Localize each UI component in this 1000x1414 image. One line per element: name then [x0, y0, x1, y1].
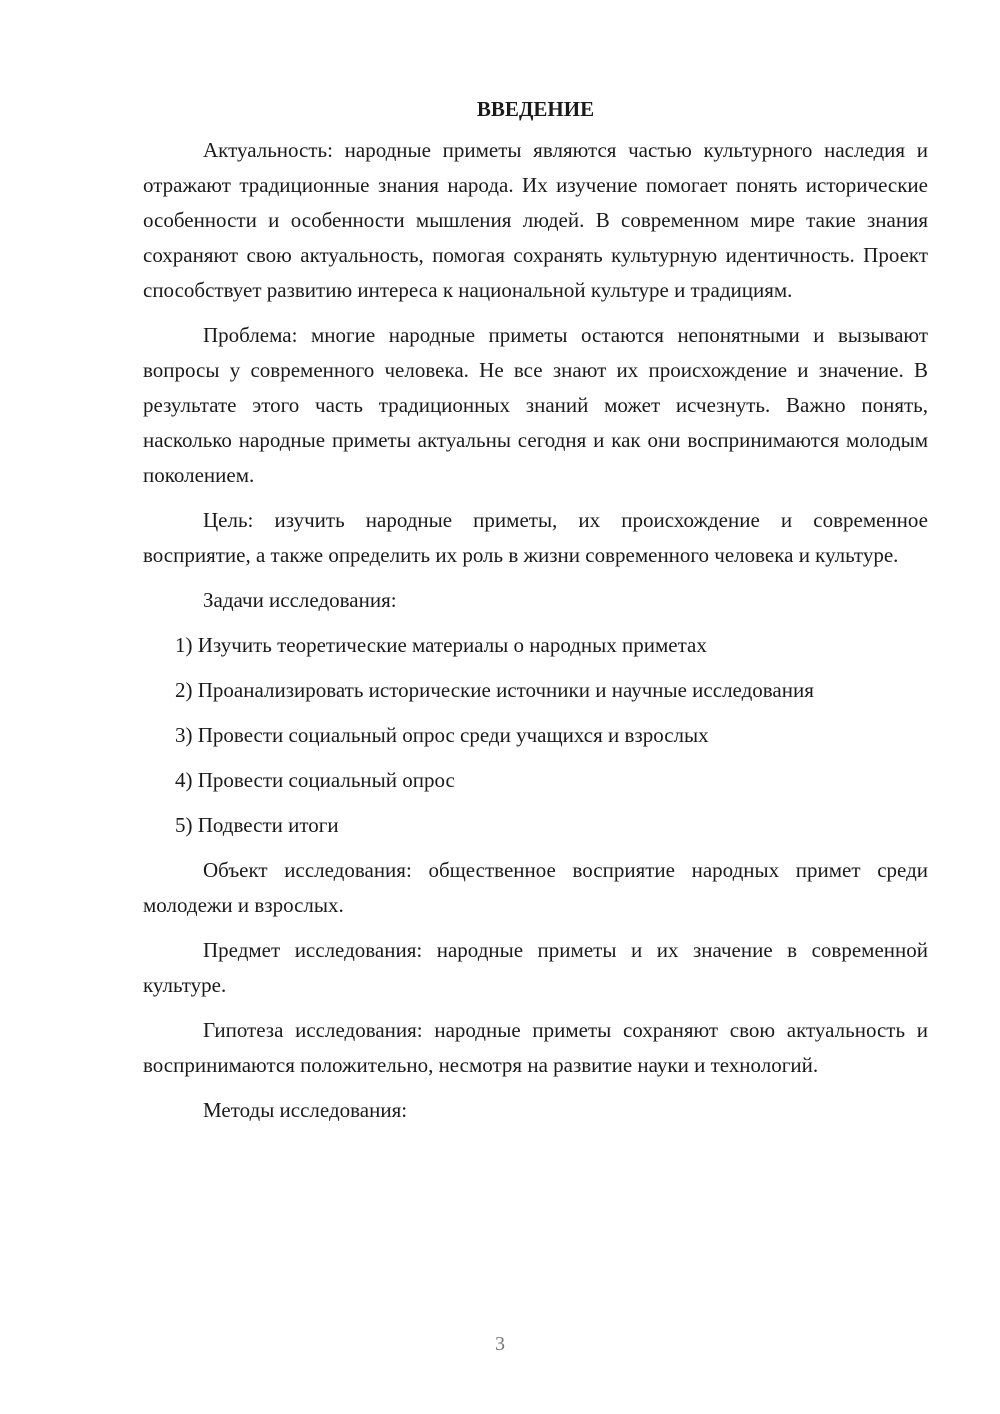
hypothesis-paragraph: Гипотеза исследования: народные приметы сохраняют свою актуальность и воспринимаются положительно, несмотря на развитие науки и технологий.	[143, 1018, 928, 1077]
task-item-2: 2) Проанализировать исторические источники и научные исследования	[175, 678, 814, 702]
goal-paragraph: Цель: изучить народные приметы, их происхождение и современное восприятие, а также определить их роль в жизни современного человека и культуре.	[143, 508, 928, 567]
subject-paragraph: Предмет исследования: народные приметы и их значение в современной культуре.	[143, 938, 928, 997]
task-item-4: 4) Провести социальный опрос	[175, 768, 455, 792]
section-heading: ВВЕДЕНИЕ	[476, 97, 595, 121]
page-number: 3	[495, 1333, 505, 1355]
task-item-1: 1) Изучить теоретические материалы о народных приметах	[175, 633, 707, 657]
relevance-paragraph: Актуальность: народные приметы являются частью культурного наследия и отражают традиционные знания народа. Их изучение помогает понять исторические особенности и особенности мышления людей. В современном мире такие знания сохраняют свою актуальность, помогая сохранять культурную идентичность. Проект способствует развитию интереса к национальной культуре и традициям.	[143, 138, 928, 302]
task-item-3: 3) Провести социальный опрос среди учащихся и взрослых	[175, 723, 709, 747]
methods-title: Методы исследования:	[203, 1098, 408, 1122]
tasks-title: Задачи исследования:	[203, 588, 397, 612]
problem-paragraph: Проблема: многие народные приметы остаются непонятными и вызывают вопросы у современного человека. Не все знают их происхождение и значение. В результате этого часть традиционных знаний может исчезнуть. Важно понять, насколько народные приметы актуальны сегодня и как они воспринимаются молодым поколением.	[143, 323, 928, 487]
task-item-5: 5) Подвести итоги	[175, 813, 339, 837]
object-paragraph: Объект исследования: общественное восприятие народных примет среди молодежи и взрослых.	[143, 858, 928, 917]
page-content	[143, 92, 928, 1138]
